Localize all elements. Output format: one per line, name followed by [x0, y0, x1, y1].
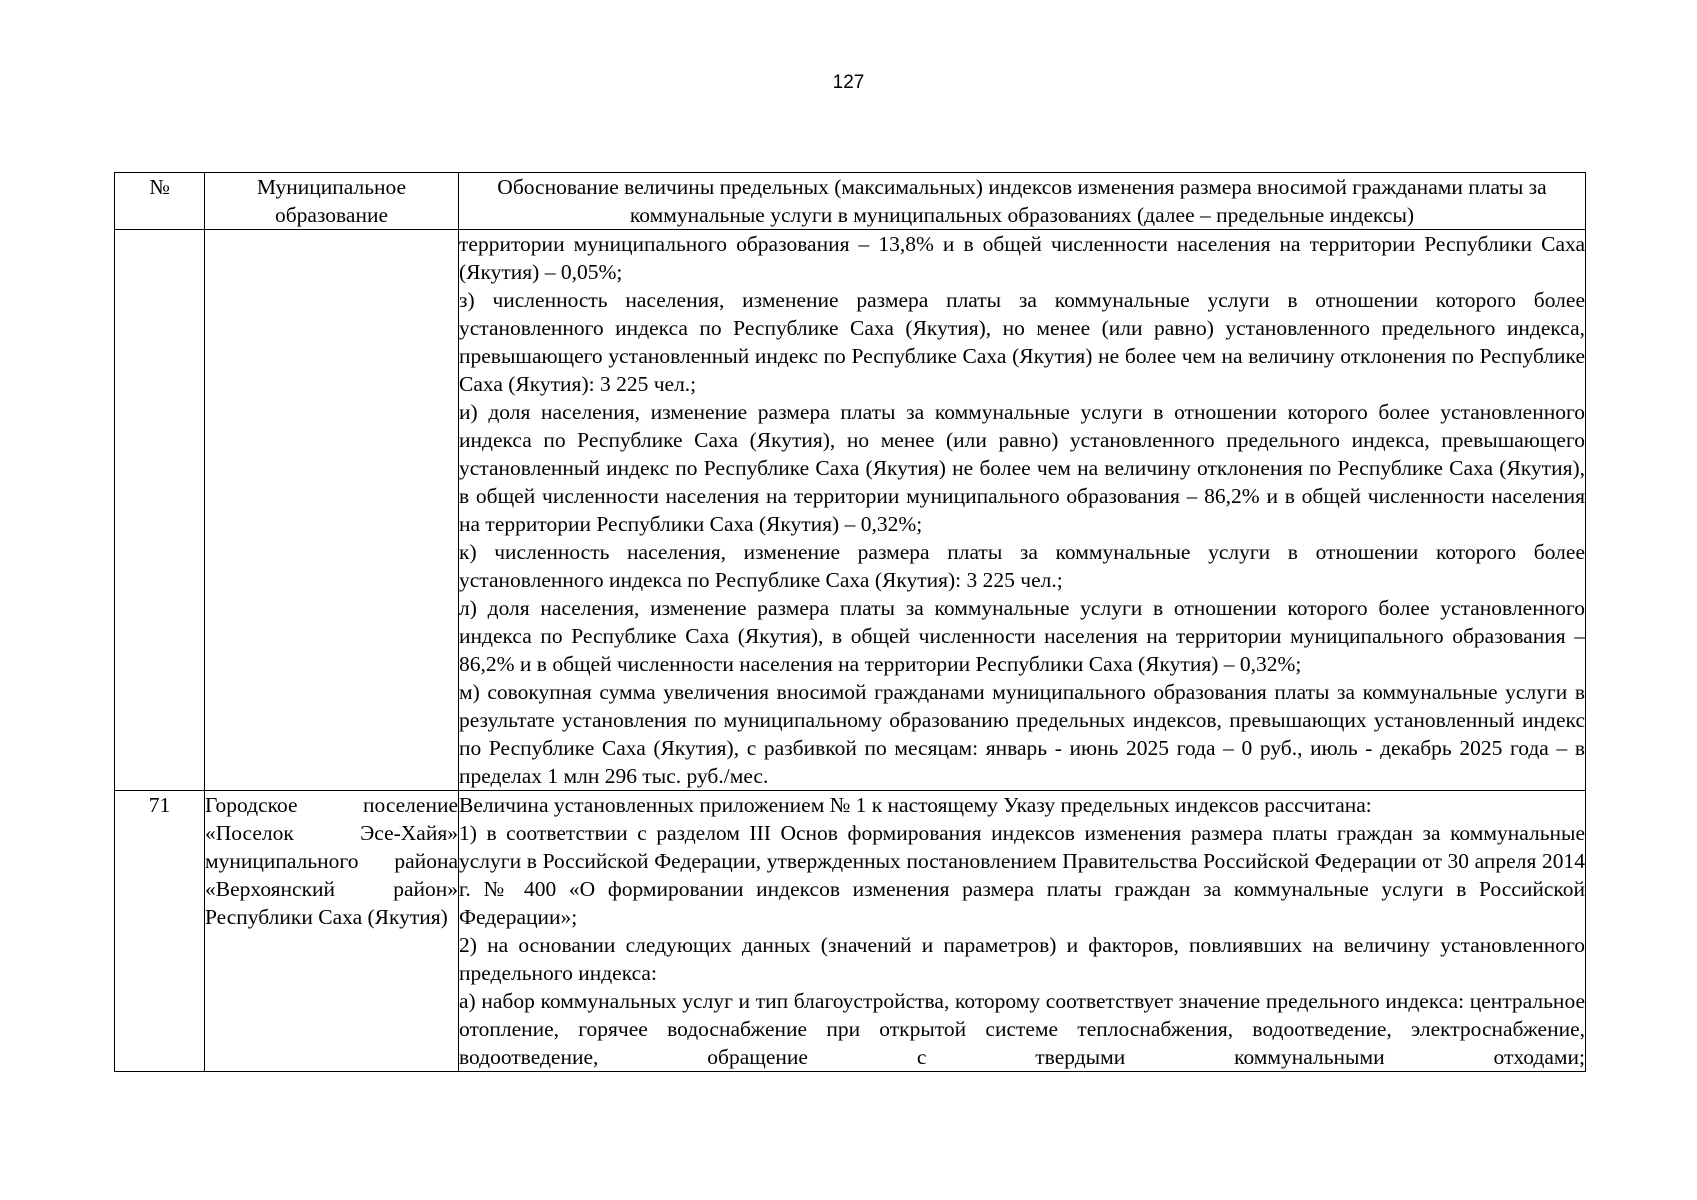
table-row-continuation [115, 230, 1586, 791]
paragraph-z: з) численность населения, изменение размера платы за коммунальные услуги в отношении которого более установленного индекса по Республике Саха (Якутия), но менее (или равно) установленного предельного индекса, превышающего установленный индекс по Республике Саха (Якутия) не более чем на величину отклонения по Республике Саха (Якутия): 3 225 чел.; [459, 288, 1585, 396]
paragraph-a: а) набор коммунальных услуг и тип благоустройства, которому соответствует значение предельного индекса: центральное отопление, горячее водоснабжение при открытой системе теплоснабжения, водоотведение, электроснабжение, водоотведение, обращение с твердыми коммунальными отходами; [459, 989, 1585, 1069]
justification-cell [459, 230, 1586, 791]
page-number: 127 [832, 72, 865, 93]
header-municipality: Муниципальное образование [205, 173, 459, 230]
table-header-row [115, 173, 1586, 230]
paragraph-k: к) численность населения, изменение размера платы за коммунальные услуги в отношении которого более установленного индекса по Республике Саха (Якутия): 3 225 чел.; [459, 540, 1585, 592]
header-justification: Обоснование величины предельных (максимальных) индексов изменения размера вносимой гражданами платы за коммунальные услуги в муниципальных образованиях (далее – предельные индексы) [459, 173, 1586, 230]
municipality-cell: Городское поселение «Поселок Эсе-Хайя» муниципального района «Верхоянский район» Республики Саха (Якутия) [205, 791, 459, 1072]
municipality-cell [205, 230, 459, 791]
paragraph-l: л) доля населения, изменение размера платы за коммунальные услуги в отношении которого более установленного индекса по Республике Саха (Якутия), в общей численности населения на территории муниципального образования – 86,2% и в общей численности населения на территории Республики Саха (Якутия) – 0,32%; [459, 596, 1585, 676]
justification-cell [459, 791, 1586, 1072]
paragraph-m: м) совокупная сумма увеличения вносимой гражданами муниципального образования платы за коммунальные услуги в результате установления по муниципальному образованию предельных индексов, превышающих установленный индекс по Республике Саха (Якутия), с разбивкой по месяцам: январь - июнь 2025 года – 0 руб., июль - декабрь 2025 года – в пределах 1 млн 296 тыс. руб./мес. [459, 680, 1585, 788]
row-number-cell: 71 [115, 791, 205, 1072]
paragraph-intro: Величина установленных приложением № 1 к настоящему Указу предельных индексов рассчитана: [459, 793, 1372, 817]
paragraph-2: 2) на основании следующих данных (значений и параметров) и факторов, повлиявших на величину установленного предельного индекса: [459, 933, 1585, 985]
header-number: № [115, 173, 205, 230]
index-justification-table [114, 172, 1586, 1072]
paragraph-i: и) доля населения, изменение размера платы за коммунальные услуги в отношении которого более установленного индекса по Республике Саха (Якутия), но менее (или равно) установленного предельного индекса, превышающего установленный индекс по Республике Саха (Якутия) не более чем на величину отклонения по Республике Саха (Якутия), в общей численности населения на территории муниципального образования – 86,2% и в общей численности населения на территории Республики Саха (Якутия) – 0,32%; [459, 400, 1585, 536]
row-number-cell [115, 230, 205, 791]
paragraph: территории муниципального образования – 13,8% и в общей численности населения на территории Республики Саха (Якутия) – 0,05%; [459, 232, 1585, 284]
table-row-71 [115, 791, 1586, 1072]
paragraph-1: 1) в соответствии с разделом III Основ формирования индексов изменения размера платы граждан за коммунальные услуги в Российской Федерации, утвержденных постановлением Правительства Российской Федерации от 30 апреля 2014 г. № 400 «О формировании индексов изменения размера платы граждан за коммунальные услуги в Российской Федерации»; [459, 821, 1585, 929]
